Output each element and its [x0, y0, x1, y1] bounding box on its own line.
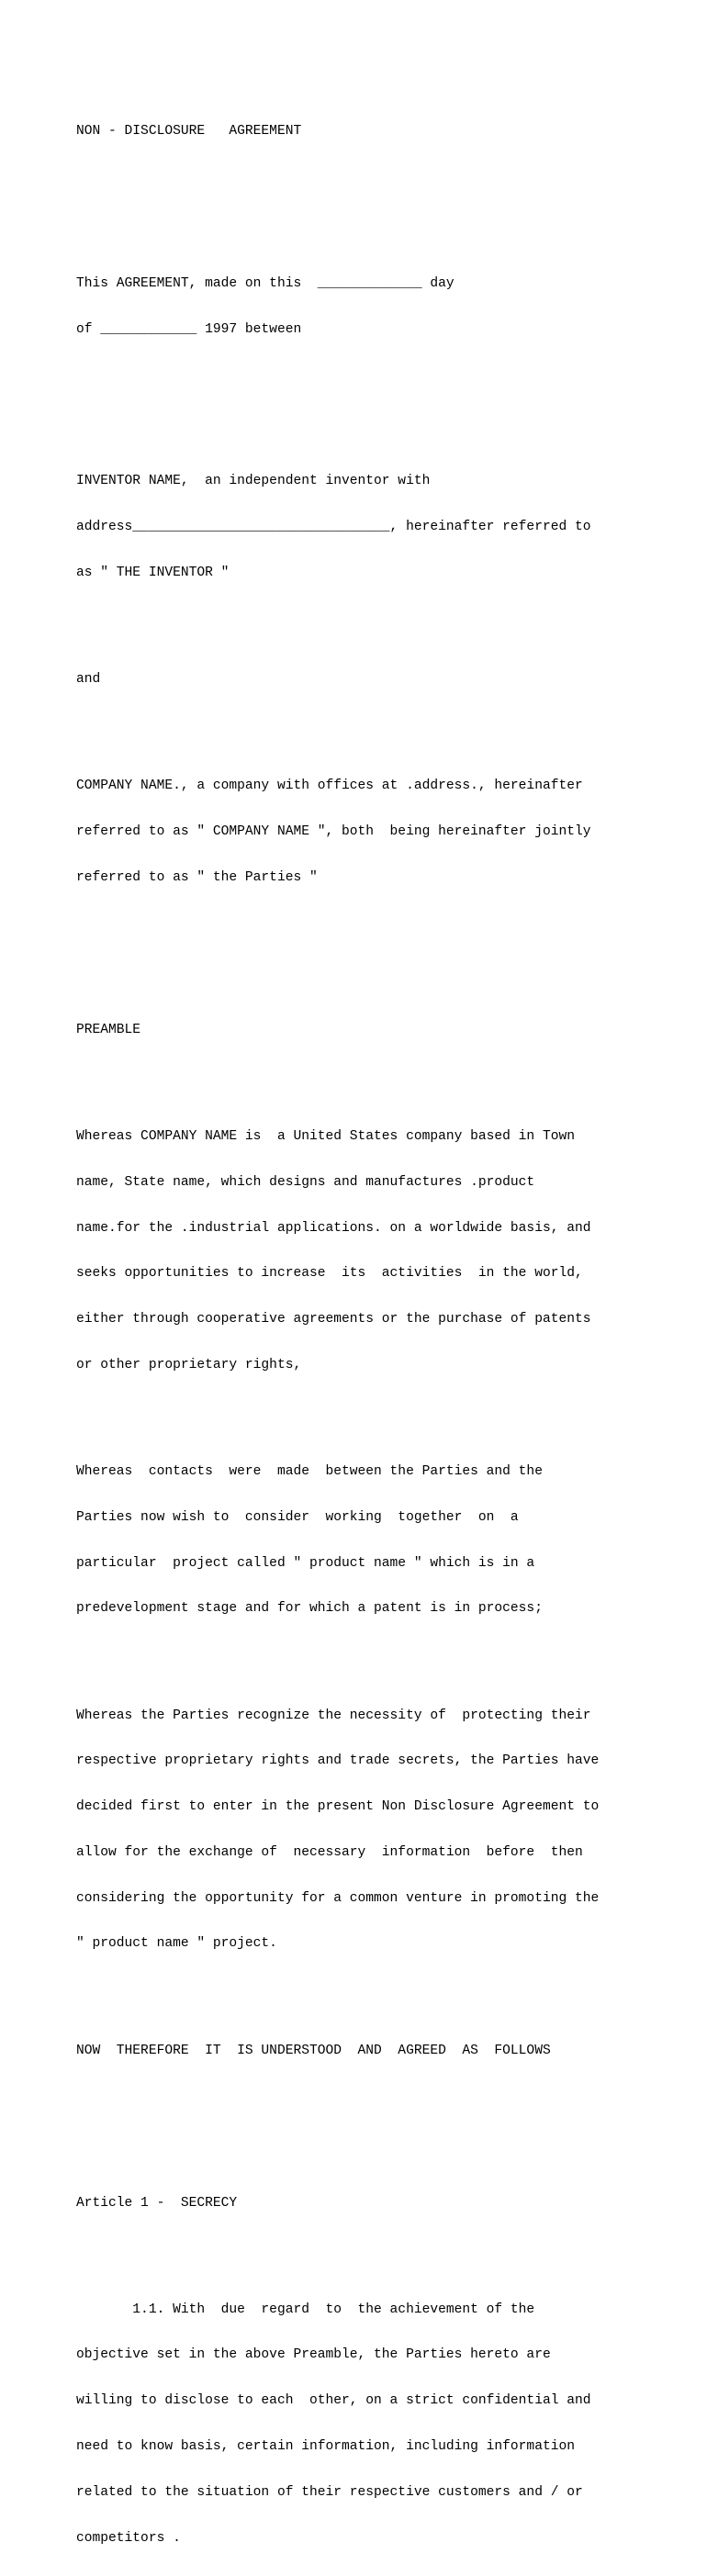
company-line-1: COMPANY NAME., a company with offices at .address., hereinafter — [76, 778, 583, 794]
inventor-line-3: as " THE INVENTOR " — [76, 566, 230, 580]
inventor-line-1: INVENTOR NAME, an independent inventor with — [76, 474, 431, 489]
whereas-2-line-4: predevelopment stage and for which a patent is in process; — [76, 1601, 543, 1617]
preamble-heading: PREAMBLE — [76, 1022, 141, 1037]
intro-line-2: of ____________ 1997 between — [76, 321, 302, 337]
clause-1-1-line-2: objective set in the above Preamble, the Parties hereto are — [76, 2347, 551, 2363]
whereas-1-line-1: Whereas COMPANY NAME is a United States company based in Town — [76, 1128, 575, 1144]
whereas-3-line-1: Whereas the Parties recognize the necessity of protecting their — [76, 1708, 591, 1723]
clause-1-1-line-4: need to know basis, certain information, including information — [76, 2439, 575, 2455]
whereas-1-line-5: either through cooperative agreements or the purchase of patents — [76, 1312, 591, 1327]
document-body — [76, 78, 664, 2576]
inventor-line-2: address________________________________, hereinafter referred to — [76, 520, 591, 535]
whereas-3-line-2: respective proprietary rights and trade secrets, the Parties have — [76, 1753, 600, 1769]
whereas-2-line-1: Whereas contacts were made between the Parties and the — [76, 1464, 543, 1480]
clause-1-1-line-5: related to the situation of their respective customers and / or — [76, 2484, 583, 2500]
article-1-heading: Article 1 - SECRECY — [76, 2195, 238, 2211]
clause-1-1-line-1: 1.1. With due regard to the achievement of the — [76, 2302, 535, 2317]
company-line-3: referred to as " the Parties " — [76, 869, 318, 885]
clause-1-1-line-6: competitors . — [76, 2530, 181, 2546]
document-title: NON - DISCLOSURE AGREEMENT — [76, 123, 302, 139]
whereas-3-line-6: " product name " project. — [76, 1936, 277, 1952]
whereas-2-line-2: Parties now wish to consider working together on a — [76, 1509, 519, 1525]
company-line-2: referred to as " COMPANY NAME ", both being hereinafter jointly — [76, 824, 591, 840]
whereas-1-line-6: or other proprietary rights, — [76, 1357, 302, 1372]
whereas-3-line-3: decided first to enter in the present Non Disclosure Agreement to — [76, 1799, 600, 1815]
now-therefore-line: NOW THEREFORE IT IS UNDERSTOOD AND AGREED AS FOLLOWS — [76, 2043, 551, 2058]
whereas-1-line-4: seeks opportunities to increase its activities in the world, — [76, 1266, 583, 1282]
whereas-1-line-2: name, State name, which designs and manufactures .product — [76, 1174, 535, 1190]
whereas-1-line-3: name.for the .industrial applications. on a worldwide basis, and — [76, 1220, 591, 1236]
whereas-2-line-3: particular project called " product name " which is in a — [76, 1555, 535, 1571]
and-line: and — [76, 672, 101, 688]
clause-1-1-line-3: willing to disclose to each other, on a strict confidential and — [76, 2393, 591, 2409]
whereas-3-line-5: considering the opportunity for a common venture in promoting the — [76, 1890, 600, 1906]
intro-line-1: This AGREEMENT, made on this _____________ day — [76, 275, 454, 291]
whereas-3-line-4: allow for the exchange of necessary information before then — [76, 1844, 583, 1860]
